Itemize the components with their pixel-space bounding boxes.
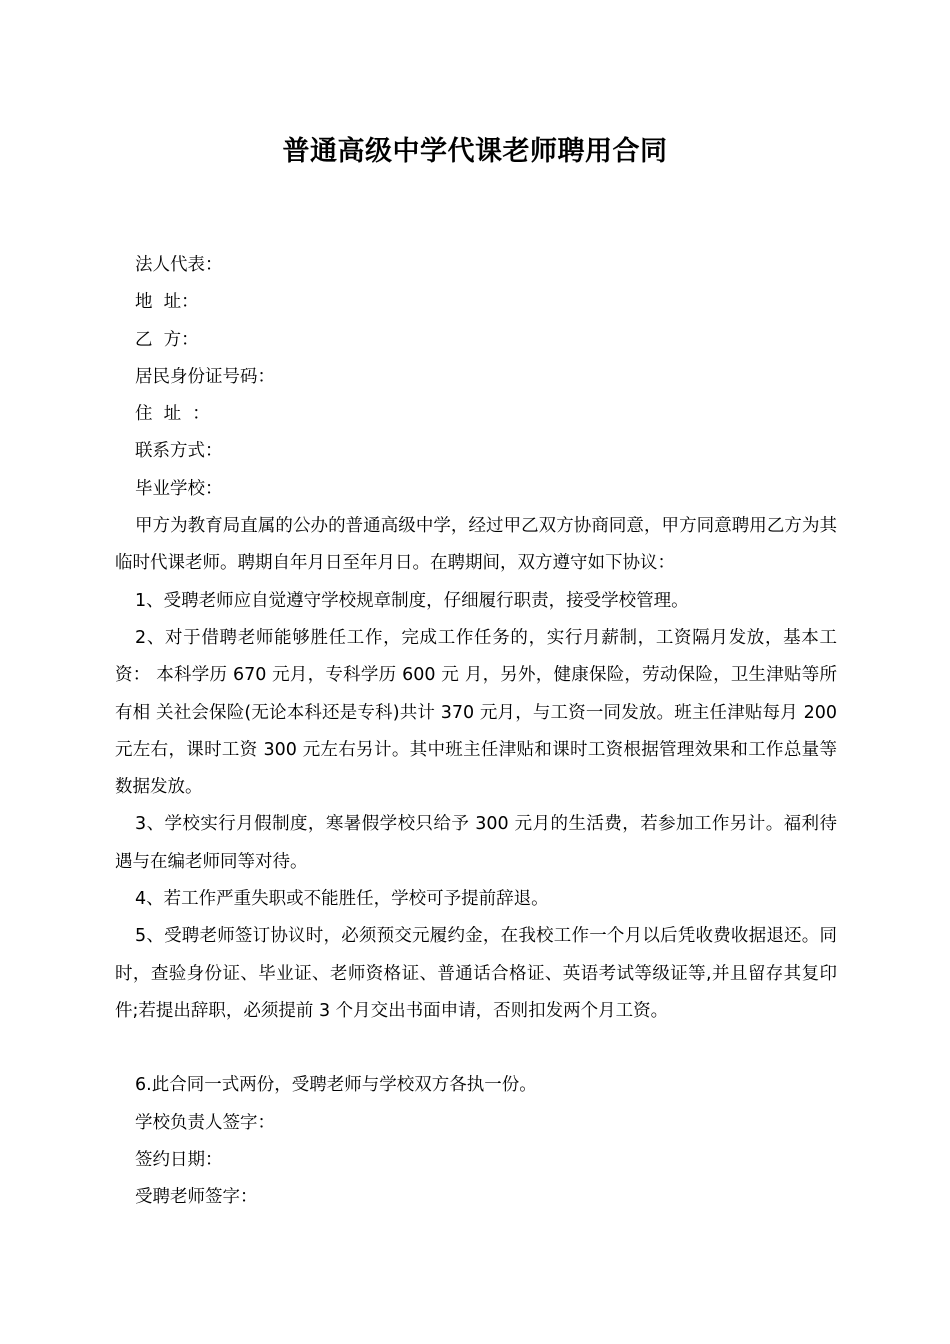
signature-teacher: 受聘老师签字：: [135, 1187, 258, 1208]
field-legal-rep: 法人代表：: [135, 255, 223, 275]
document-body: [115, 247, 837, 1216]
signature-date: 签约日期：: [135, 1149, 223, 1170]
field-contact: 联系方式：: [135, 441, 223, 462]
field-party-b: 乙 方：: [135, 329, 199, 350]
clause-4: 4、若工作严重失职或不能胜任，学校可予提前辞退。: [135, 889, 549, 910]
clause-5: 5、受聘老师签订协议时，必须预交元履约金，在我校工作一个月以后凭收费收据退还。同时，查验身份证、毕业证、老师资格证、普通话合格证、英语考试等级证等,并且留存其复印件;若提出辞职，必须提前 3 个月交出书面申请，否则扣发两个月工资。: [115, 926, 837, 1021]
clause-2: 2、对于借聘老师能够胜任工作，完成工作任务的，实行月薪制，工资隔月发放，基本工资： 本科学历 670 元月，专科学历 600 元 月，另外，健康保险，劳动保险，卫生津贴等所有相 关社会保险(无论本科还是专科)共计 370 元月，与工资一同发放。班主任津贴每月 200 元左右，课时工资 300 元左右另计。其中班主任津贴和课时工资根据管理效果和工作总量等数据发放。: [115, 627, 837, 798]
clause-6: 6.此合同一式两份，受聘老师与学校双方各执一份。: [135, 1075, 537, 1096]
document-title: 普通高级中学代课老师聘用合同: [282, 136, 668, 167]
intro-paragraph: 甲方为教育局直属的公办的普通高级中学，经过甲乙双方协商同意，甲方同意聘用乙方为其临时代课老师。聘期自年月日至年月日。在聘期间，双方遵守如下协议：: [115, 516, 837, 574]
signature-school-head: 学校负责人签字：: [135, 1112, 275, 1133]
field-address: 地 址：: [135, 292, 199, 313]
clause-1: 1、受聘老师应自觉遵守学校规章制度，仔细履行职责，接受学校管理。: [135, 590, 689, 611]
field-school: 毕业学校：: [135, 478, 223, 499]
field-residence: 住 址 ：: [135, 404, 210, 425]
clause-3: 3、学校实行月假制度，寒暑假学校只给予 300 元月的生活费，若参加工作另计。福利待遇与在编老师同等对待。: [115, 814, 837, 872]
field-id-number: 居民身份证号码：: [135, 366, 275, 387]
blank-line: [115, 1030, 837, 1067]
